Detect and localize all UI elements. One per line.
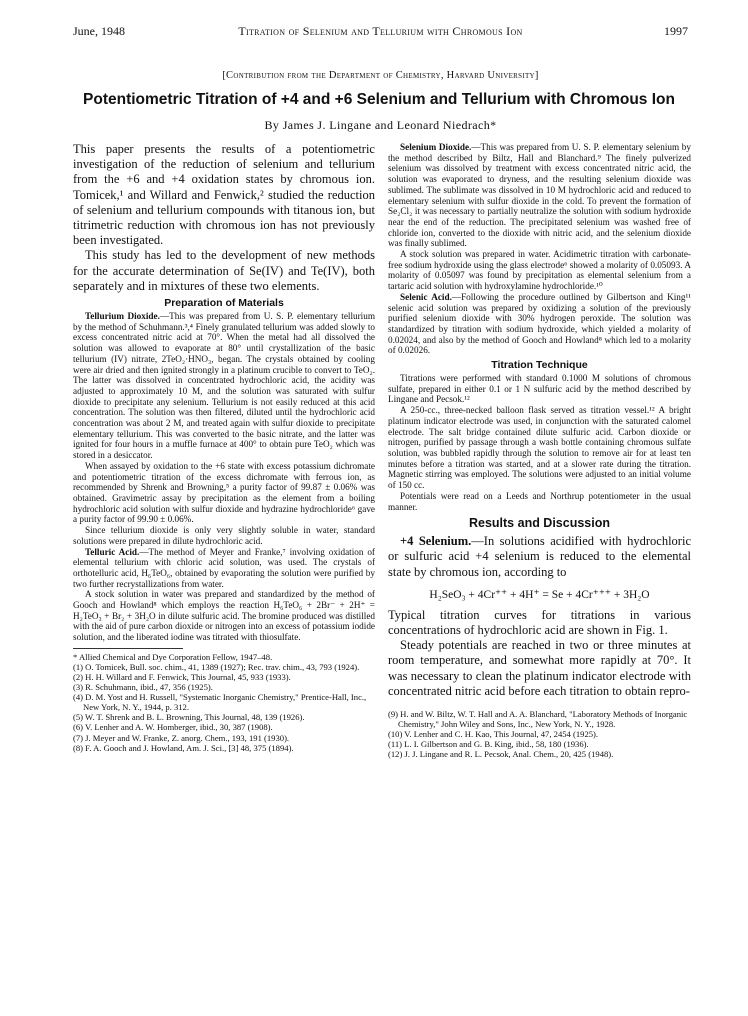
footnotes-left (73, 652, 375, 753)
body-paragraph: Potentials were read on a Leeds and Northrup potentiometer in the usual manner. (388, 490, 691, 512)
footnote: (6) V. Lenher and A. W. Homberger, ibid., 30, 387 (1908). (73, 722, 273, 733)
body-paragraph: Steady potentials are reached in two or three minutes at room temperature, and somewhat more rapidly at 70°. It was necessary to clean the platinum indicator electrode with concentrated nitric acid before each titration to obtain repro- (388, 638, 691, 698)
running-head (73, 24, 688, 40)
author-byline: By James J. Lingane and Leonard Niedrach* (264, 118, 497, 132)
run-in-heading: Selenium Dioxide. (400, 142, 472, 152)
run-in-heading: Tellurium Dioxide. (85, 311, 160, 322)
paragraph-text: —This was prepared from U. S. P. elementary selenium by the method described by Biltz, Hall and Blanchard.⁹ The finely pulverized selenium was dissolved by treatment with excess concentrated nitric acid, the solution was evaporated to dryness, and the resulting selenium dioxide was sublimed. The sublimate was dissolved in 10 M hydrochloric acid and reduced to elementary selenium with sulfur dioxide in the cold. To prevent the formation of Se₂Cl₂ it was necessary to partially neutralize the solution with sodium hydroxide near the end of the reduction. The precipitated selenium was washed free of chloride ion, converted to the dioxide with nitric acid, and the selenium dioxide was finally sublimed. (388, 142, 691, 249)
contribution-line: [Contribution from the Department of Chemistry, Harvard University] (222, 70, 539, 81)
footnote-divider (73, 648, 183, 649)
footnote: (3) R. Schuhmann, ibid., 47, 356 (1925). (73, 682, 213, 693)
section-heading-results: Results and Discussion (468, 516, 610, 531)
reaction-equation: H₂SeO₃ + 4Cr⁺⁺ + 4H⁺ = Se + 4Cr⁺⁺⁺ + 3H₂O (429, 588, 650, 601)
left-column (73, 142, 375, 1004)
running-head-date: June, 1948 (73, 24, 125, 38)
intro-paragraph: This study has led to the development of new methods for the accurate determination of Se(IV) and Te(IV), both separately and in mixtures of these two elements. (73, 248, 375, 293)
intro-paragraph: This paper presents the results of a potentiometric investigation of the reduction of selenium and tellurium from the +6 and +4 oxidation states by chromous ion. Tomicek,¹ and Willard and Fenwick,² studied the reduction of selenium and tellurium compounds with titanous ion, but titrimetric reduction with chromous ion has not previously been investigated. (73, 142, 375, 248)
body-paragraph: Since tellurium dioxide is only very slightly soluble in water, standard solutions were prepared in dilute hydrochloric acid. (73, 525, 375, 546)
tellurium-dioxide-paragraph (73, 311, 375, 461)
run-in-heading: +4 Selenium. (400, 534, 472, 549)
body-paragraph: A stock solution was prepared in water. Acidimetric titration with carbonate-free sodium hydroxide using the glass electrode⁶ showed a molarity of 0.05093. A molarity of 0.05097 was found by precipitation as elemental selenium from a tartaric acid solution with hydroxylamine hydrochloride.¹⁰ (388, 249, 691, 292)
section-heading-materials: Preparation of Materials (164, 297, 284, 310)
body-paragraph: Typical titration curves for titrations in various concentrations of hydrochloric acid are shown in Fig. 1. (388, 607, 691, 638)
footnote: (1) O. Tomicek, Bull. soc. chim., 41, 1389 (1927); Rec. trav. chim., 43, 793 (1924). (73, 661, 360, 672)
footnote: (7) J. Meyer and W. Franke, Z. anorg. Chem., 193, 191 (1930). (73, 732, 290, 743)
run-in-heading: Selenic Acid. (400, 291, 452, 302)
footnote: (11) L. I. Gilbertson and G. B. King, ibid., 58, 180 (1936). (388, 739, 589, 750)
footnote: (2) H. H. Willard and F. Fenwick, This Journal, 45, 933 (1933). (73, 672, 291, 683)
footnotes-right (388, 709, 691, 759)
paragraph-text: —This was prepared from U. S. P. elementary tellurium by the method of Schuhmann.³,⁴ Finely granulated tellurium was added slowly to excess concentrated nitric acid at 70°. When the metal had all dissolved the solution was allowed to evaporate at 80° until crystallization of the basic tellurium (IV) nitrate, 2TeO₂·HNO₃, began. The crystals obtained by cooling were air dried and then ignited strongly in a platinum crucible to convert to TeO₂. The latter was dissolved in concentrated hydrochloric acid, the acidity was adjusted to approximately 10 M, and the solution was saturated with sulfur dioxide to precipitate any selenium. Tellurium is not easily reduced at this acid concentration. The solution was then filtered, diluted until the hydrochloric acid concentration was about 2 M, and treated again with sulfur dioxide to precipitate elementary tellurium. This was converted to the basic nitrate, and the latter was ignited for four hours in a muffle furnace at 400° to obtain pure TeO₂ which was stored in a desiccator. (73, 311, 375, 461)
article-title: Potentiometric Titration of +4 and +6 Selenium and Tellurium with Chromous Ion (83, 91, 675, 108)
footnote: (9) H. and W. Biltz, W. T. Hall and A. A. Blanchard, "Laboratory Methods of Inorganic Chemistry," John Wiley and Sons, Inc., New York, N. Y., 1928. (388, 709, 688, 730)
selenic-acid-paragraph (388, 292, 691, 356)
telluric-acid-paragraph (73, 547, 375, 590)
footnote: (4) D. M. Yost and H. Russell, "Systematic Inorganic Chemistry," Prentice-Hall, Inc., New York, N. Y., 1944, p. 312. (73, 692, 367, 713)
body-paragraph: Titrations were performed with standard 0.1000 M solutions of chromous sulfate, prepared in either 0.1 or 1 N sulfuric acid by the method described by Lingane and Pecsok.¹² (388, 373, 691, 405)
footnote: (5) W. T. Shrenk and B. L. Browning, This Journal, 48, 139 (1926). (73, 712, 305, 723)
body-paragraph: A 250-cc., three-necked balloon flask served as titration vessel.¹² A bright platinum indicator electrode was used, in conjunction with the saturated calomel electrode. The salt bridge contained dilute sulfuric acid. Carbon dioxide or nitrogen, purified by passage through a wash bottle containing chromous sulfate solution, was bubbled rapidly through the solution to remove air for at least ten minutes before a titration was started, and at a slower rate during the titration. Magnetic stirring was employed. The solutions were adjusted to an initial volume of 150 cc. (388, 405, 691, 491)
footnote: (10) V. Lenher and C. H. Kao, This Journal, 47, 2454 (1925). (388, 729, 599, 740)
run-in-heading: Telluric Acid. (85, 546, 140, 557)
paragraph-text: —In solutions acidified with hydrochloric or sulfuric acid +4 selenium is reduced to the elemental state by chromous ion, according to (388, 534, 691, 579)
footnote: * Allied Chemical and Dye Corporation Fellow, 1947–48. (73, 651, 273, 662)
footnote: (12) J. J. Lingane and R. L. Pecsok, Anal. Chem., 20, 425 (1948). (388, 749, 614, 760)
body-paragraph: A stock solution in water was prepared and standardized by the method of Gooch and Howland⁸ which employs the reaction H₆TeO₆ + 2Br⁻ + 2H⁺ = H₂TeO₃ + Br₂ + 3H₂O in dilute sulfuric acid. The bromine produced was distilled with the aid of pure carbon dioxide or nitrogen into an excess of potassium iodide solution, and the liberated iodine was titrated with thiosulfate. (73, 589, 375, 643)
body-paragraph: When assayed by oxidation to the +6 state with excess potassium dichromate and potentiometric titration of the excess dichromate with ferrous ion, as recommended by Shrenk and Browning,⁵ a purity factor of 99.87 ± 0.06% was obtained. Gravimetric assay by precipitation as the element from a boiling hydrochloric acid solution with sulfur dioxide and hydrazine hydrochloride⁶ gave a purity factor of 99.90 ± 0.06%. (73, 460, 375, 525)
paragraph-text: —The method of Meyer and Franke,⁷ involving oxidation of elemental tellurium with chloric acid solution, was used. The crystals of orthotelluric acid, H₆TeO₆, obtained by evaporating the solution were purified by two further recrystallizations from water. (73, 546, 375, 589)
running-head-title: Titration of Selenium and Tellurium with Chromous Ion (238, 24, 523, 38)
right-column (388, 142, 691, 1004)
footnote: (8) F. A. Gooch and J. Howland, Am. J. Sci., [3] 48, 375 (1894). (73, 742, 294, 753)
selenium-dioxide-paragraph (388, 142, 691, 249)
selenium-results-paragraph (388, 534, 691, 580)
section-heading-technique: Titration Technique (491, 359, 588, 372)
paragraph-text: —Following the procedure outlined by Gilbertson and King¹¹ selenic acid solution was prepared by oxidizing a solution of the previously purified selenium dioxide with 30% hydrogen peroxide. The solution was standardized by titration with sodium hydroxide, which yielded a molarity of 0.02024, and also by the method of Gooch and Howland⁸ which led to a molarity of 0.02026. (388, 291, 691, 356)
page-number: 1997 (664, 24, 688, 38)
